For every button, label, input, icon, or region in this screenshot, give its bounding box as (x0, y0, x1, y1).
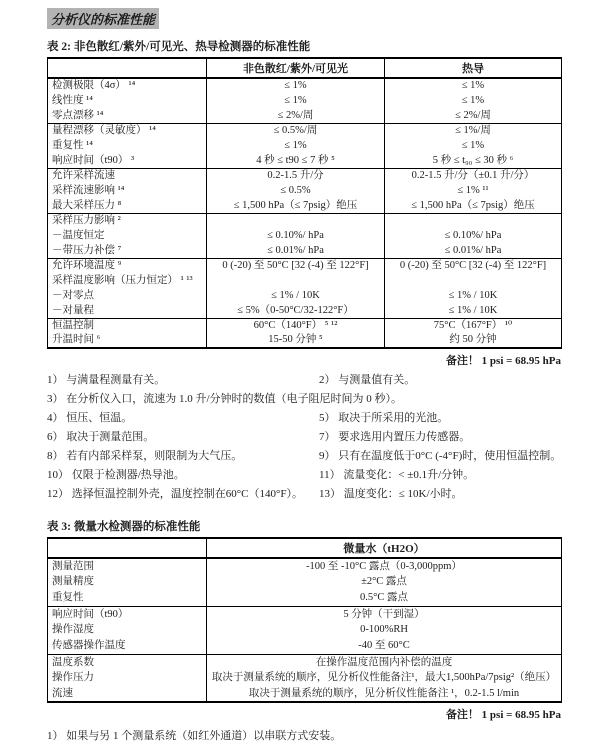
value-cell: ≤ 5%（0-50°C/32-122°F） (207, 303, 385, 318)
table-row (48, 606, 562, 622)
table-row-group (48, 78, 562, 123)
table-row (48, 228, 562, 243)
value-cell: 4 秒 ≤ t90 ≤ 7 秒 ⁵ (207, 153, 385, 168)
footnote-item: 11） 流量变化：< ±0.1升/分钟。 (319, 469, 475, 481)
row-label-cell: 线性度 ¹⁴ (52, 94, 93, 106)
footnote-item: 7） 要求选用内置压力传感器。 (319, 431, 471, 443)
row-label-cell: 零点漂移 ¹⁴ (52, 109, 104, 121)
row-label-cell: 重复性 ¹⁴ (52, 139, 93, 151)
value-cell (385, 273, 562, 288)
value-cell: ≤ 1% / 10K (207, 288, 385, 303)
value-cell: ≤ 0.01%/ hPa (207, 243, 385, 258)
table-row-group (48, 654, 562, 702)
value-cell: ≤ 1% / 10K (385, 303, 562, 318)
row-label-cell: 采样温度影响（压力恒定） ¹ ¹³ (52, 274, 193, 286)
footnote-item: 1） 与满量程测量有关。 (47, 374, 166, 386)
table3-footnote: 1） 如果与另 1 个测量系统（如红外通道）以串联方式安装。 (47, 730, 342, 742)
row-label-cell: 响应时间（t90） ³ (52, 154, 135, 166)
table-row (48, 198, 562, 213)
value-cell: 0-100%RH (207, 622, 562, 638)
row-label-cell: 重复性 (52, 592, 84, 604)
footnote-item: 8） 若有内部采样泵，则限制为大气压。 (47, 450, 243, 462)
footnote-item: 2） 与测量值有关。 (319, 374, 416, 386)
row-label-cell: 测量精度 (52, 576, 94, 588)
row-label-cell: －对量程 (52, 304, 94, 316)
table2-caption: 表 2: 非色散红/紫外/可见光、热导检测器的标准性能 (47, 41, 311, 53)
row-label-cell: 测量范围 (52, 560, 94, 572)
value-cell: ≤ 0.10%/ hPa (385, 228, 562, 243)
table-row (48, 153, 562, 168)
footnote-item: 5） 取决于所采用的光池。 (319, 412, 449, 424)
row-label-cell: 响应时间（t90） (52, 608, 129, 620)
table-row (48, 558, 562, 574)
table-row-group (48, 168, 562, 213)
value-cell: 5 秒 ≤ t₉₀ ≤ 30 秒 ⁶ (385, 153, 562, 168)
value-cell (207, 213, 385, 228)
value-cell: 60°C（140°F） ⁵ ¹² (207, 318, 385, 333)
row-label-cell: 最大采样压力 ⁸ (52, 199, 122, 211)
table-row (48, 258, 562, 273)
table-row (48, 670, 562, 686)
value-cell: 0.2-1.5 升/分 (207, 168, 385, 183)
value-cell: ≤ 2%/周 (385, 108, 562, 123)
footnote-item: 9） 只有在温度低于0°C (-4°F)时，使用恒温控制。 (319, 450, 562, 462)
table-row (48, 243, 562, 258)
table3-psi-note: 备注！ 1 psi = 68.95 hPa (445, 709, 561, 721)
value-cell: ≤ 0.10%/ hPa (207, 228, 385, 243)
table-row (48, 213, 562, 228)
value-cell (385, 213, 562, 228)
value-cell: 取决于测量系统的顺序，见分析仪性能备注 ¹，0.2-1.5 l/min (207, 686, 562, 702)
value-cell: ≤ 0.5% (207, 183, 385, 198)
value-cell: ≤ 1%/周 (385, 123, 562, 138)
value-cell: ≤ 1% (385, 138, 562, 153)
header-ndir-cell: 非色散红/紫外/可见光 (207, 58, 385, 78)
footnote-item: 10） 仅限于检测器/热导池。 (47, 469, 185, 481)
row-label-cell: 采样流速影响 ¹⁴ (52, 184, 125, 196)
table-row (48, 574, 562, 590)
row-label-cell: 操作湿度 (52, 624, 94, 636)
value-cell: ≤ 2%/周 (207, 108, 385, 123)
table3-caption: 表 3: 微量水检测器的标准性能 (47, 521, 201, 533)
table-row-group (48, 213, 562, 258)
header-moisture-cell: 微量水（tH2O） (207, 538, 562, 558)
footnote-item: 12） 选择恒温控制外壳，温度控制在60°C（140°F）。 (47, 488, 304, 500)
row-label-cell: 传感器操作温度 (52, 640, 126, 652)
footnote-item: 6） 取决于测量范围。 (47, 431, 155, 443)
row-label-cell: －温度恒定 (52, 229, 105, 241)
table-row (48, 318, 562, 333)
row-label-cell: 采样压力影响 ² (52, 215, 121, 227)
table-row (48, 686, 562, 702)
value-cell: 75°C（167°F） ¹⁰ (385, 318, 562, 333)
table-row-group (48, 123, 562, 168)
row-label-cell: 温度系数 (52, 656, 94, 668)
value-cell: 约 50 分钟 (385, 333, 562, 348)
row-label-cell: 允许采样流速 (52, 170, 115, 182)
table-row (48, 654, 562, 670)
value-cell: 15-50 分钟 ⁵ (207, 333, 385, 348)
value-cell: ≤ 0.01%/ hPa (385, 243, 562, 258)
row-label-cell: 量程漂移（灵敏度） ¹⁴ (52, 125, 156, 137)
value-cell: ≤ 1% (385, 78, 562, 93)
table-row-group (48, 558, 562, 606)
table-row (48, 138, 562, 153)
value-cell: 取决于测量系统的顺序，见分析仪性能备注¹，最大1,500hPa/7psig²（绝压） (207, 670, 562, 686)
value-cell: ≤ 1,500 hPa（≤ 7psig）绝压 (385, 198, 562, 213)
value-cell: ≤ 1% (207, 138, 385, 153)
value-cell: 5 分钟（干到湿） (207, 606, 562, 622)
value-cell: ≤ 1% (207, 78, 385, 93)
footnote-item: 3） 在分析仪入口，流速为 1.0 升/分钟时的数值（电子阻尼时间为 0 秒）。 (47, 393, 403, 405)
table2-footnotes (47, 371, 561, 504)
value-cell: ≤ 1,500 hPa（≤ 7psig）绝压 (207, 198, 385, 213)
row-label-cell: －带压力补偿 ⁷ (52, 244, 122, 256)
value-cell: ≤ 1% (207, 93, 385, 108)
table2-psi-note: 备注！ 1 psi = 68.95 hPa (445, 355, 561, 367)
header-empty-cell (48, 538, 207, 558)
value-cell: 在操作温度范围内补偿的温度 (207, 654, 562, 670)
table-row (48, 108, 562, 123)
value-cell: ≤ 1% (385, 93, 562, 108)
table-row-group (48, 606, 562, 654)
value-cell: 0.2-1.5 升/分（±0.1 升/分） (385, 168, 562, 183)
value-cell: 0.5°C 露点 (207, 590, 562, 606)
value-cell: ≤ 1% ¹¹ (385, 183, 562, 198)
spec-table-moisture (47, 537, 562, 703)
table-row (48, 123, 562, 138)
footnote-item: 13） 温度变化：≤ 10K/小时。 (319, 488, 463, 500)
table-row (48, 638, 562, 654)
value-cell: ≤ 0.5%/周 (207, 123, 385, 138)
value-cell: 0 (-20) 至 50°C [32 (-4) 至 122°F] (207, 258, 385, 273)
row-label-cell: 升温时间 ⁶ (52, 334, 101, 346)
row-label-cell: 操作压力 (52, 672, 94, 684)
spec-table-ndir-tcd (47, 57, 562, 349)
header-empty-cell (48, 58, 207, 78)
table-row (48, 622, 562, 638)
page-title: 分析仪的标准性能 (47, 8, 159, 29)
value-cell: -100 至 -10°C 露点（0-3,000ppm） (207, 558, 562, 574)
table-row-group (48, 258, 562, 318)
row-label-cell: 流速 (52, 687, 73, 699)
row-label-cell: －对零点 (52, 289, 94, 301)
table-row (48, 93, 562, 108)
row-label-cell: 允许环境温度 ⁹ (52, 260, 122, 272)
table-header-row (48, 538, 562, 558)
footnote-item: 4） 恒压、恒温。 (47, 412, 133, 424)
table-row (48, 183, 562, 198)
value-cell (207, 273, 385, 288)
table-row (48, 288, 562, 303)
table-header-row (48, 58, 562, 78)
table-row (48, 168, 562, 183)
row-label-cell: 检测极限（4σ） ¹⁴ (52, 80, 136, 92)
header-tcd-cell: 热导 (385, 58, 562, 78)
value-cell: ±2°C 露点 (207, 574, 562, 590)
table-row (48, 273, 562, 288)
table-row-group (48, 318, 562, 348)
table-row (48, 333, 562, 348)
value-cell: -40 至 60°C (207, 638, 562, 654)
row-label-cell: 恒温控制 (52, 320, 94, 332)
table-row (48, 78, 562, 93)
value-cell: 0 (-20) 至 50°C [32 (-4) 至 122°F] (385, 258, 562, 273)
value-cell: ≤ 1% / 10K (385, 288, 562, 303)
table-row (48, 303, 562, 318)
table-row (48, 590, 562, 606)
